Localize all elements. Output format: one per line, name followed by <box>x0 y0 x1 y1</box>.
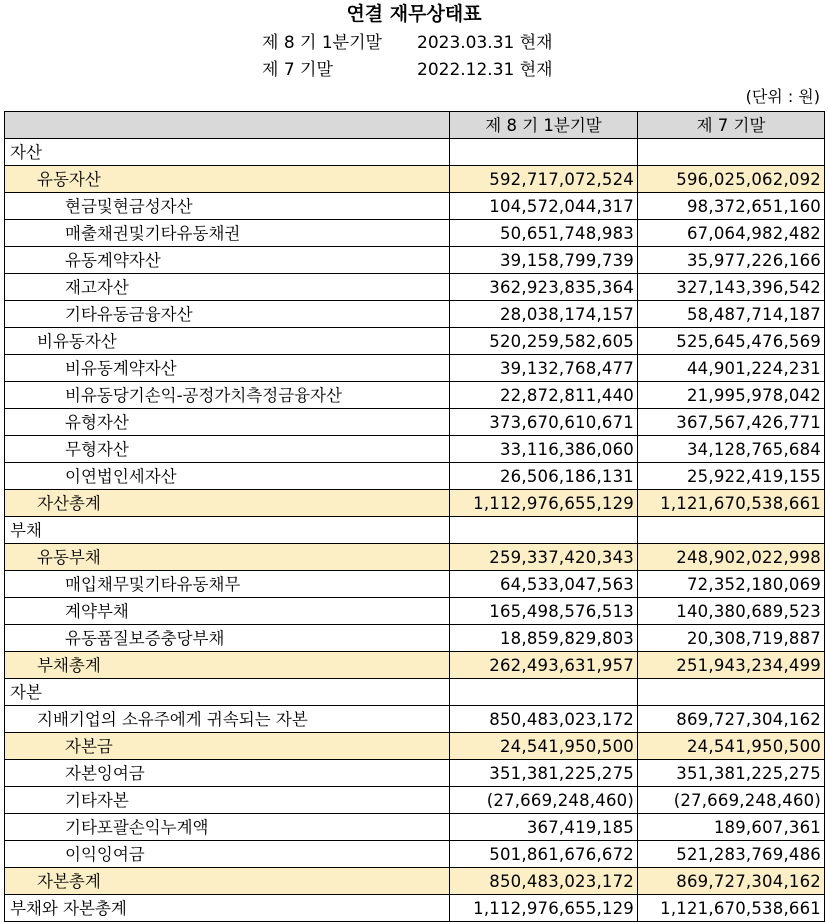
current-period-amount-cell: 28,038,174,157 <box>450 301 638 328</box>
prior-period-amount-cell: 24,541,950,500 <box>638 733 825 760</box>
column-header-prior-period: 제 7 기말 <box>638 112 825 139</box>
account-name-cell: 자본총계 <box>5 868 450 895</box>
current-period-amount-cell: 18,859,829,803 <box>450 625 638 652</box>
account-name-cell: 자본금 <box>5 733 450 760</box>
table-row <box>5 652 825 679</box>
table-row <box>5 706 825 733</box>
table-row <box>5 274 825 301</box>
prior-period-amount-cell: 525,645,476,569 <box>638 328 825 355</box>
account-name-cell: 비유동계약자산 <box>5 355 450 382</box>
account-name-cell: 지배기업의 소유주에게 귀속되는 자본 <box>5 706 450 733</box>
current-period-amount-cell: 24,541,950,500 <box>450 733 638 760</box>
account-name-cell: 유동부채 <box>5 544 450 571</box>
prior-period-amount-cell: 1,121,670,538,661 <box>638 895 825 922</box>
table-row <box>5 571 825 598</box>
current-period-amount-cell: 39,158,799,739 <box>450 247 638 274</box>
balance-sheet-table <box>4 111 825 922</box>
prior-period-amount-cell: 251,943,234,499 <box>638 652 825 679</box>
table-row <box>5 301 825 328</box>
prior-period-amount-cell: 98,372,651,160 <box>638 193 825 220</box>
account-name-cell: 자본 <box>5 679 450 706</box>
account-name-cell: 기타포괄손익누계액 <box>5 814 450 841</box>
table-row <box>5 760 825 787</box>
prior-period-amount-cell <box>638 517 825 544</box>
unit-note: (단위 : 원) <box>745 87 820 106</box>
table-row <box>5 436 825 463</box>
prior-period-amount-cell: (27,669,248,460) <box>638 787 825 814</box>
statement-title: 연결 재무상태표 <box>346 3 482 25</box>
prior-period-amount-cell: 521,283,769,486 <box>638 841 825 868</box>
prior-period-amount-cell: 869,727,304,162 <box>638 868 825 895</box>
table-row <box>5 139 825 166</box>
prior-period-amount-cell: 21,995,978,042 <box>638 382 825 409</box>
table-row <box>5 733 825 760</box>
prior-period-amount-cell: 351,381,225,275 <box>638 760 825 787</box>
account-name-cell: 비유동당기손익-공정가치측정금융자산 <box>5 382 450 409</box>
account-name-cell: 부채 <box>5 517 450 544</box>
prior-period-amount-cell: 869,727,304,162 <box>638 706 825 733</box>
table-row <box>5 868 825 895</box>
current-period-amount-cell: 104,572,044,317 <box>450 193 638 220</box>
table-row <box>5 220 825 247</box>
prior-period-amount-cell: 367,567,426,771 <box>638 409 825 436</box>
current-period-amount-cell: 26,506,186,131 <box>450 463 638 490</box>
account-name-cell: 계약부채 <box>5 598 450 625</box>
table-row <box>5 787 825 814</box>
current-period-amount-cell: 351,381,225,275 <box>450 760 638 787</box>
current-period-amount-cell: 50,651,748,983 <box>450 220 638 247</box>
table-row <box>5 328 825 355</box>
account-name-cell: 자산총계 <box>5 490 450 517</box>
prior-period-amount-cell: 20,308,719,887 <box>638 625 825 652</box>
table-row <box>5 544 825 571</box>
table-row <box>5 895 825 922</box>
account-name-cell: 기타자본 <box>5 787 450 814</box>
account-name-cell: 유형자산 <box>5 409 450 436</box>
current-period-amount-cell: 850,483,023,172 <box>450 868 638 895</box>
account-name-cell: 재고자산 <box>5 274 450 301</box>
current-period-amount-cell: 1,112,976,655,129 <box>450 490 638 517</box>
table-row <box>5 841 825 868</box>
prior-period-amount-cell: 72,352,180,069 <box>638 571 825 598</box>
table-row <box>5 490 825 517</box>
current-period-amount-cell: 362,923,835,364 <box>450 274 638 301</box>
table-row <box>5 247 825 274</box>
account-name-cell: 매입채무및기타유동채무 <box>5 571 450 598</box>
table-row <box>5 166 825 193</box>
account-name-cell: 유동품질보증충당부채 <box>5 625 450 652</box>
account-name-cell: 이익잉여금 <box>5 841 450 868</box>
account-name-cell: 유동계약자산 <box>5 247 450 274</box>
current-period-amount-cell <box>450 517 638 544</box>
prior-period-amount-cell: 189,607,361 <box>638 814 825 841</box>
current-period-amount-cell: 165,498,576,513 <box>450 598 638 625</box>
current-period-label: 제 8 기 1분기말 <box>262 33 382 53</box>
account-name-cell: 부채총계 <box>5 652 450 679</box>
prior-period-amount-cell <box>638 679 825 706</box>
prior-period-date: 2022.12.31 현재 <box>417 60 553 80</box>
table-row <box>5 814 825 841</box>
current-period-amount-cell: 850,483,023,172 <box>450 706 638 733</box>
prior-period-amount-cell: 67,064,982,482 <box>638 220 825 247</box>
account-name-cell: 매출채권및기타유동채권 <box>5 220 450 247</box>
table-row <box>5 409 825 436</box>
account-name-cell: 자본잉여금 <box>5 760 450 787</box>
table-row <box>5 625 825 652</box>
current-period-amount-cell: 520,259,582,605 <box>450 328 638 355</box>
column-header-current-period: 제 8 기 1분기말 <box>450 112 638 139</box>
account-name-cell: 현금및현금성자산 <box>5 193 450 220</box>
table-row <box>5 355 825 382</box>
table-row <box>5 463 825 490</box>
prior-period-amount-cell <box>638 139 825 166</box>
prior-period-amount-cell: 35,977,226,166 <box>638 247 825 274</box>
prior-period-amount-cell: 25,922,419,155 <box>638 463 825 490</box>
prior-period-amount-cell: 327,143,396,542 <box>638 274 825 301</box>
current-period-amount-cell <box>450 679 638 706</box>
prior-period-amount-cell: 34,128,765,684 <box>638 436 825 463</box>
prior-period-amount-cell: 44,901,224,231 <box>638 355 825 382</box>
table-row <box>5 382 825 409</box>
current-period-amount-cell: 33,116,386,060 <box>450 436 638 463</box>
account-name-cell: 이연법인세자산 <box>5 463 450 490</box>
current-period-amount-cell: 39,132,768,477 <box>450 355 638 382</box>
table-row <box>5 598 825 625</box>
account-name-cell: 자산 <box>5 139 450 166</box>
current-period-date: 2023.03.31 현재 <box>417 33 553 53</box>
current-period-amount-cell: 262,493,631,957 <box>450 652 638 679</box>
prior-period-amount-cell: 596,025,062,092 <box>638 166 825 193</box>
account-name-cell: 부채와 자본총계 <box>5 895 450 922</box>
prior-period-amount-cell: 140,380,689,523 <box>638 598 825 625</box>
current-period-amount-cell: 367,419,185 <box>450 814 638 841</box>
prior-period-amount-cell: 1,121,670,538,661 <box>638 490 825 517</box>
current-period-amount-cell: 22,872,811,440 <box>450 382 638 409</box>
prior-period-amount-cell: 58,487,714,187 <box>638 301 825 328</box>
table-row <box>5 193 825 220</box>
current-period-amount-cell: 373,670,610,671 <box>450 409 638 436</box>
current-period-amount-cell: 592,717,072,524 <box>450 166 638 193</box>
current-period-amount-cell: 259,337,420,343 <box>450 544 638 571</box>
table-row <box>5 517 825 544</box>
account-name-cell: 유동자산 <box>5 166 450 193</box>
table-header-row <box>5 112 825 139</box>
prior-period-amount-cell: 248,902,022,998 <box>638 544 825 571</box>
current-period-amount-cell <box>450 139 638 166</box>
prior-period-label: 제 7 기말 <box>262 60 333 80</box>
current-period-amount-cell: 501,861,676,672 <box>450 841 638 868</box>
current-period-amount-cell: 1,112,976,655,129 <box>450 895 638 922</box>
account-name-cell: 기타유동금융자산 <box>5 301 450 328</box>
account-name-cell: 무형자산 <box>5 436 450 463</box>
account-name-cell: 비유동자산 <box>5 328 450 355</box>
current-period-amount-cell: 64,533,047,563 <box>450 571 638 598</box>
current-period-amount-cell: (27,669,248,460) <box>450 787 638 814</box>
table-row <box>5 679 825 706</box>
column-header-account <box>5 112 450 139</box>
